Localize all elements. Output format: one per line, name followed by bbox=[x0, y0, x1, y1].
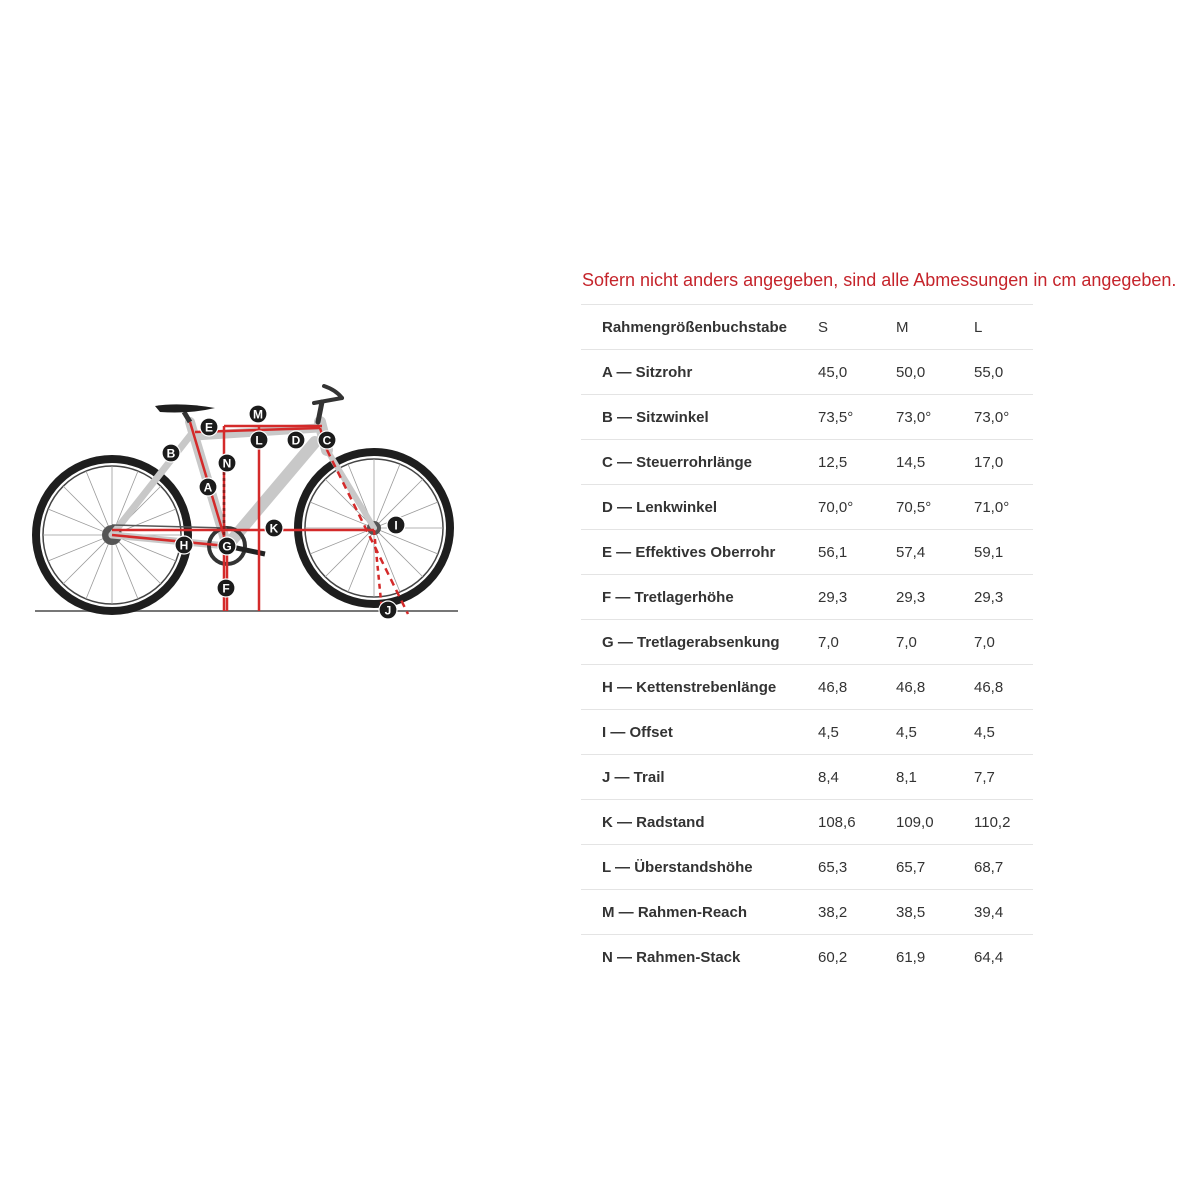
row-value: 7,0 bbox=[818, 620, 896, 665]
badge-n bbox=[218, 454, 236, 472]
row-value: 61,9 bbox=[896, 948, 926, 966]
row-value: 46,8 bbox=[896, 665, 974, 710]
header-cell: S bbox=[818, 305, 896, 350]
row-value: 17,0 bbox=[974, 440, 1033, 485]
row-value: 46,8 bbox=[818, 665, 896, 710]
svg-text:J: J bbox=[384, 603, 392, 618]
bike-geometry-diagram bbox=[30, 370, 470, 630]
row-label: D — Lenkwinkel bbox=[581, 485, 818, 530]
row-value: 64,4 bbox=[974, 948, 1004, 966]
row-value: 65,3 bbox=[818, 845, 896, 890]
table-row bbox=[581, 485, 1033, 530]
table-row bbox=[581, 395, 1033, 440]
geometry-table bbox=[581, 304, 1033, 979]
badge-f bbox=[217, 579, 235, 597]
row-value: 7,0 bbox=[974, 620, 1033, 665]
row-label: F — Tretlagerhöhe bbox=[581, 575, 818, 620]
table-row bbox=[581, 890, 1033, 935]
svg-text:H: H bbox=[179, 538, 189, 553]
badge-j bbox=[379, 601, 397, 619]
row-value: 50,0 bbox=[896, 350, 974, 395]
row-value: 73,0° bbox=[974, 395, 1033, 440]
table-row bbox=[581, 755, 1033, 800]
svg-text:B: B bbox=[166, 446, 176, 461]
row-value: 12,5 bbox=[818, 440, 896, 485]
row-label: J — Trail bbox=[581, 755, 818, 800]
table-row bbox=[581, 935, 1033, 980]
row-value: 71,0° bbox=[974, 485, 1033, 530]
badge-d bbox=[287, 431, 305, 449]
header-cell: L bbox=[974, 305, 1033, 350]
badge-m bbox=[249, 405, 267, 423]
row-label: G — Tretlagerabsenkung bbox=[581, 620, 818, 665]
badge-i bbox=[387, 516, 405, 534]
row-value: 4,5 bbox=[818, 710, 896, 755]
row-value: 14,5 bbox=[896, 440, 974, 485]
row-value: 73,0° bbox=[896, 395, 974, 440]
row-value: 4,5 bbox=[974, 710, 1033, 755]
table-row bbox=[581, 845, 1033, 890]
row-value: 56,1 bbox=[818, 530, 896, 575]
row-label: K — Radstand bbox=[581, 800, 818, 845]
svg-text:L: L bbox=[255, 433, 263, 448]
row-value: 8,1 bbox=[896, 755, 974, 800]
table-row bbox=[581, 800, 1033, 845]
svg-text:E: E bbox=[204, 420, 214, 435]
row-value: 68,7 bbox=[974, 845, 1033, 890]
svg-text:A: A bbox=[203, 480, 213, 495]
svg-text:M: M bbox=[253, 407, 263, 422]
badge-k bbox=[265, 519, 283, 537]
row-value: 29,3 bbox=[974, 575, 1033, 620]
chain bbox=[112, 525, 227, 528]
svg-text:D: D bbox=[291, 433, 301, 448]
header-cell: Rahmengrößenbuchstabe bbox=[581, 305, 818, 350]
row-value: 60,2 bbox=[818, 948, 848, 966]
table-header-row bbox=[581, 305, 1033, 350]
row-label: E — Effektives Oberrohr bbox=[581, 530, 818, 575]
row-value: 57,4 bbox=[896, 530, 974, 575]
badge-c bbox=[318, 431, 336, 449]
row-value: 59,1 bbox=[974, 530, 1033, 575]
row-label: M — Rahmen-Reach bbox=[581, 890, 818, 935]
row-value: 7,0 bbox=[896, 620, 974, 665]
row-value: 110,2 bbox=[974, 800, 1033, 845]
svg-text:I: I bbox=[394, 518, 398, 533]
table-row bbox=[581, 440, 1033, 485]
row-label: H — Kettenstrebenlänge bbox=[581, 665, 818, 710]
row-value: 38,5 bbox=[896, 890, 974, 935]
cockpit bbox=[314, 386, 342, 422]
svg-text:G: G bbox=[222, 539, 232, 554]
table-row bbox=[581, 530, 1033, 575]
row-value: 7,7 bbox=[974, 755, 1033, 800]
row-value: 39,4 bbox=[974, 890, 1033, 935]
row-label: L — Überstandshöhe bbox=[581, 845, 818, 890]
row-value: 65,7 bbox=[896, 845, 974, 890]
table-row bbox=[581, 710, 1033, 755]
row-label: N — Rahmen-Stack bbox=[602, 948, 741, 966]
row-value: 108,6 bbox=[818, 800, 896, 845]
badge-e bbox=[200, 418, 218, 436]
row-value: 29,3 bbox=[896, 575, 974, 620]
badge-b bbox=[162, 444, 180, 462]
units-note: Sofern nicht anders angegeben, sind alle Abmessungen in cm angegeben. bbox=[582, 270, 1177, 290]
table-row bbox=[581, 575, 1033, 620]
row-value: 45,0 bbox=[818, 350, 896, 395]
row-value: 8,4 bbox=[818, 755, 896, 800]
badge-g bbox=[218, 537, 236, 555]
row-value: 4,5 bbox=[896, 710, 974, 755]
badge-h bbox=[175, 536, 193, 554]
row-label: C — Steuerrohrlänge bbox=[581, 440, 818, 485]
svg-text:N: N bbox=[222, 456, 232, 471]
svg-text:F: F bbox=[222, 581, 230, 596]
row-value: 29,3 bbox=[818, 575, 896, 620]
row-value: 109,0 bbox=[896, 800, 974, 845]
badge-a bbox=[199, 478, 217, 496]
row-value: 46,8 bbox=[974, 665, 1033, 710]
table-row bbox=[581, 620, 1033, 665]
svg-text:K: K bbox=[269, 521, 279, 536]
row-value: 55,0 bbox=[974, 350, 1033, 395]
row-value: 70,0° bbox=[818, 485, 896, 530]
row-label: B — Sitzwinkel bbox=[581, 395, 818, 440]
row-value: 70,5° bbox=[896, 485, 974, 530]
row-label: I — Offset bbox=[581, 710, 818, 755]
row-value: 73,5° bbox=[818, 395, 896, 440]
badge-l bbox=[250, 431, 268, 449]
header-cell: M bbox=[896, 305, 974, 350]
row-label: A — Sitzrohr bbox=[581, 350, 818, 395]
svg-text:C: C bbox=[322, 433, 332, 448]
table-row bbox=[581, 350, 1033, 395]
row-value: 38,2 bbox=[818, 890, 896, 935]
table-row bbox=[581, 665, 1033, 710]
